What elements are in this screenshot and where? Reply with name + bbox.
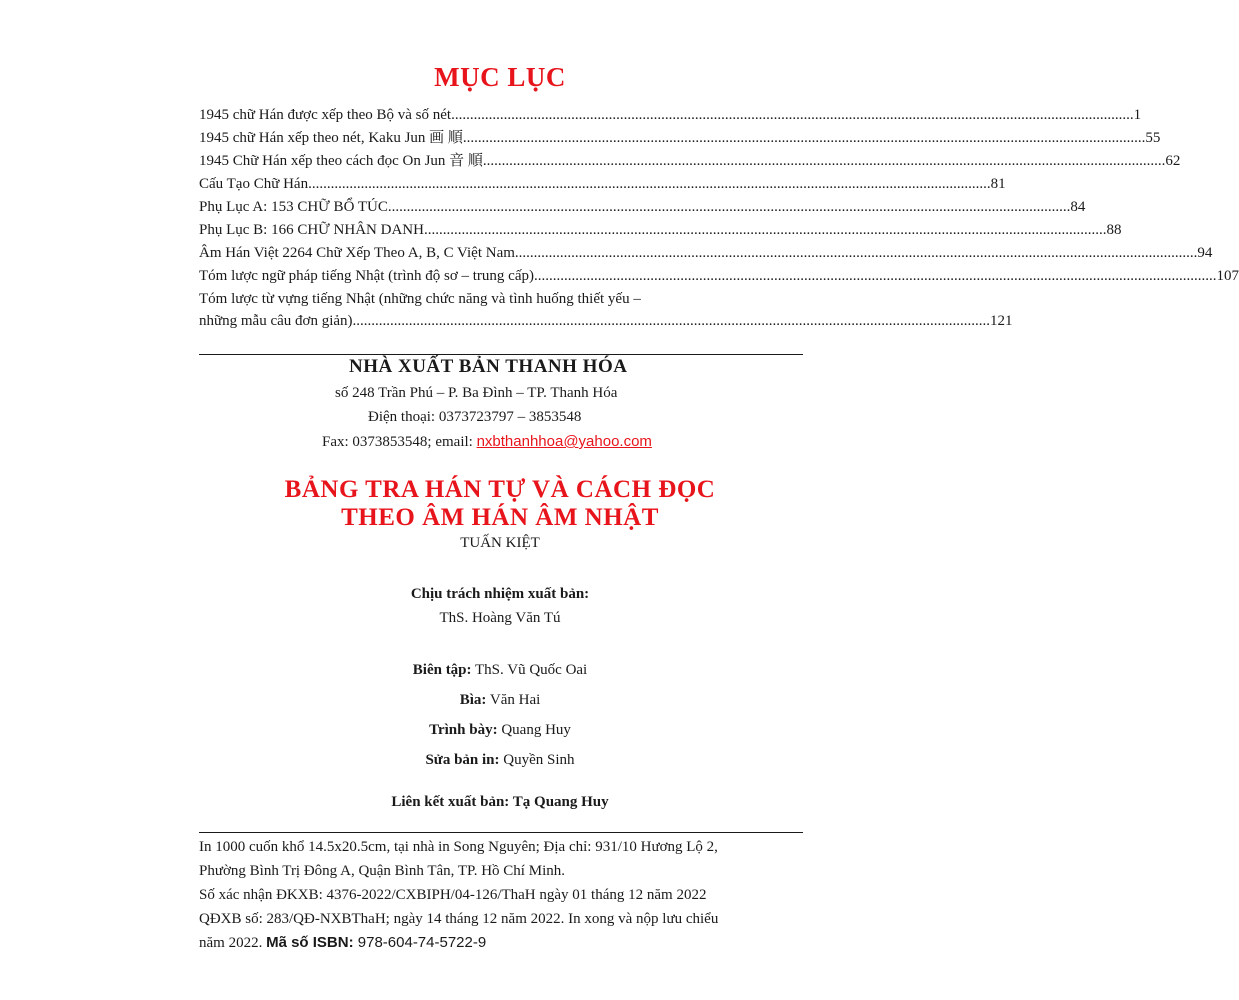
toc-item[interactable] <box>199 104 1142 127</box>
toc-dot-leader <box>388 196 1071 219</box>
toc-dot-leader: .......................................................................................................................................................................... <box>352 313 991 329</box>
toc-title: MỤC LỤC <box>434 62 566 92</box>
proof-credit <box>0 752 1000 769</box>
editor-label: Biên tập: <box>412 662 472 678</box>
toc-item[interactable] <box>199 219 1122 242</box>
divider-top <box>199 354 803 355</box>
cover-label: Bìa: <box>459 692 487 708</box>
toc-item-label: Âm Hán Việt 2264 Chữ Xếp Theo A, B, C Việt Nam <box>199 245 515 261</box>
publisher-email-link[interactable]: nxbthanhhoa@yahoo.com <box>476 433 652 450</box>
isbn-value: 978-604-74-5722-9 <box>357 934 487 951</box>
toc-item[interactable] <box>199 242 1213 265</box>
cover-credit <box>0 692 1000 709</box>
printing-info-line: Phường Bình Trị Đông A, Quận Bình Tân, TP. Hồ Chí Minh. <box>199 863 565 879</box>
publisher-fax: Fax: 0373853548; email: <box>322 434 477 450</box>
proof-name: Quyền Sinh <box>499 752 575 768</box>
toc-item-page: 121 <box>990 313 1013 329</box>
editor-name: ThS. Vũ Quốc Oai <box>471 662 588 678</box>
toc-item-label-line1: Tóm lược từ vựng tiếng Nhật (những chức năng và tình huống thiết yếu – <box>199 291 641 307</box>
publisher-name: NHÀ XUẤT BẢN THANH HÓA <box>349 356 628 377</box>
toc-item-page: 62 <box>1165 153 1181 169</box>
printing-year: năm 2022. <box>199 935 267 951</box>
toc-dot-leader <box>308 173 991 196</box>
publisher-phone: Điện thoại: 0373723797 – 3853548 <box>368 409 582 425</box>
toc-item[interactable] <box>199 265 1239 288</box>
layout-credit <box>0 722 1000 739</box>
toc-item-page: 107 <box>1216 268 1239 284</box>
table-of-contents <box>199 104 1239 332</box>
printing-info-line <box>199 931 809 955</box>
proof-label: Sửa bản in: <box>425 752 500 768</box>
divider-bottom <box>199 832 803 833</box>
toc-item-page: 1 <box>1133 107 1142 123</box>
responsible-name: ThS. Hoàng Văn Tú <box>439 610 561 626</box>
isbn-label: Mã số ISBN: <box>266 934 358 951</box>
toc-dot-leader <box>424 219 1107 242</box>
toc-item-label: 1945 chữ Hán được xếp theo Bộ và số nét <box>199 107 452 123</box>
toc-item[interactable] <box>199 196 1086 219</box>
printing-info-line: In 1000 cuốn khổ 14.5x20.5cm, tại nhà in Song Nguyên; Địa chỉ: 931/10 Hương Lộ 2, <box>199 839 718 855</box>
toc-item-label: Phụ Lục A: 153 CHỮ BỔ TÚC <box>199 199 388 215</box>
toc-item-label: Phụ Lục B: 166 CHỮ NHÂN DANH <box>199 222 424 238</box>
book-title-line1: BẢNG TRA HÁN TỰ VÀ CÁCH ĐỌC <box>284 476 716 503</box>
layout-label: Trình bày: <box>429 722 498 738</box>
cover-name: Văn Hai <box>486 692 541 708</box>
toc-item-page: 55 <box>1145 130 1161 146</box>
toc-item-label: 1945 chữ Hán xếp theo nét, Kaku Jun 画 順 <box>199 130 463 146</box>
toc-item-page: 84 <box>1070 199 1086 215</box>
publisher-address: số 248 Trần Phú – P. Ba Đình – TP. Thanh Hóa <box>335 385 618 401</box>
toc-item[interactable] <box>199 150 1181 173</box>
toc-item-page: 94 <box>1197 245 1213 261</box>
toc-item-label: 1945 Chữ Hán xếp theo cách đọc On Jun 音 順 <box>199 153 483 169</box>
toc-item[interactable] <box>199 288 1013 332</box>
toc-item-label-line2: những mẫu câu đơn giản) <box>199 313 353 329</box>
publisher-fax-email <box>322 433 652 451</box>
toc-item-page: 81 <box>990 176 1006 192</box>
toc-dot-leader <box>463 127 1146 150</box>
toc-item[interactable] <box>199 127 1161 150</box>
toc-item-label: Cấu Tạo Chữ Hán <box>199 176 309 192</box>
toc-dot-leader <box>515 242 1198 265</box>
toc-dot-leader <box>451 104 1134 127</box>
partner-credit: Liên kết xuất bản: Tạ Quang Huy <box>391 794 609 810</box>
toc-dot-leader <box>534 265 1217 288</box>
toc-item-page: 88 <box>1106 222 1122 238</box>
book-author: TUẤN KIỆT <box>460 535 540 551</box>
printing-info <box>199 835 809 955</box>
printing-info-line: QĐXB số: 283/QĐ-NXBThaH; ngày 14 tháng 12 năm 2022. In xong và nộp lưu chiểu <box>199 911 719 927</box>
toc-dot-leader <box>483 150 1166 173</box>
toc-item-label: Tóm lược ngữ pháp tiếng Nhật (trình độ sơ – trung cấp) <box>199 268 534 284</box>
printing-info-line: Số xác nhận ĐKXB: 4376-2022/CXBIPH/04-126/ThaH ngày 01 tháng 12 năm 2022 <box>199 887 707 903</box>
book-title-line2: THEO ÂM HÁN ÂM NHẬT <box>341 504 659 531</box>
toc-item[interactable] <box>199 173 1006 196</box>
editor-credit <box>0 662 1000 679</box>
layout-name: Quang Huy <box>497 722 571 738</box>
responsible-label: Chịu trách nhiệm xuất bản: <box>410 586 590 602</box>
